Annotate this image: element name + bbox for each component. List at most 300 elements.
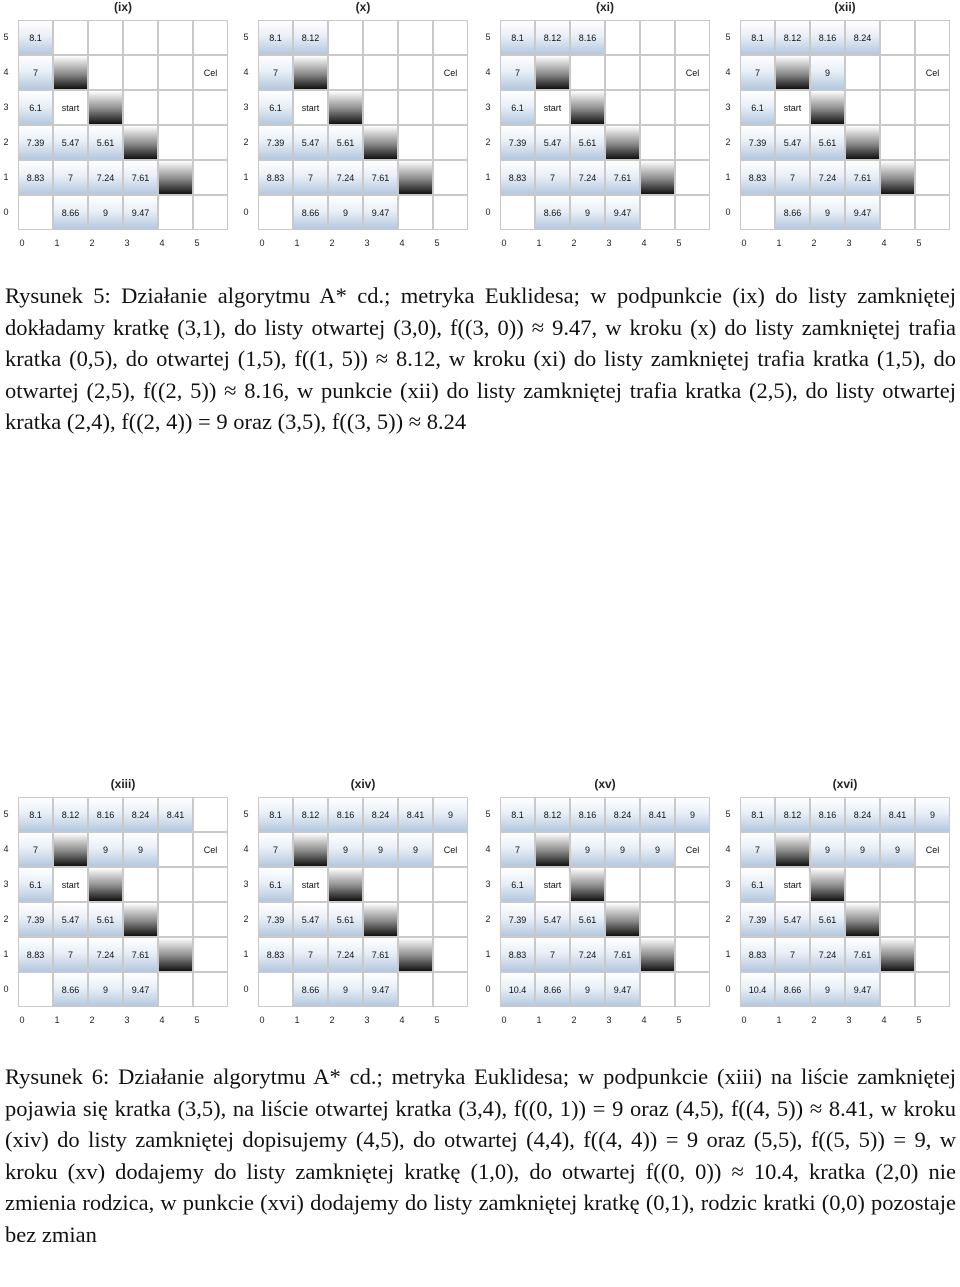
grid-cell	[328, 55, 363, 90]
grid-cell	[570, 55, 605, 90]
obstacle-cell	[293, 832, 328, 867]
grid-cell: 8.83	[18, 937, 53, 972]
figure5-panel-ix	[0, 0, 240, 250]
grid-cell: 5.61	[810, 125, 845, 160]
grid-cell: 9.47	[845, 972, 880, 1007]
x-axis-label: 5	[676, 238, 682, 248]
y-axis-label: 0	[243, 983, 249, 994]
grid-cell: 8.66	[535, 195, 570, 230]
grid-cell	[640, 867, 675, 902]
grid-cell: start	[53, 867, 88, 902]
grid-cell	[433, 90, 468, 125]
grid-cell	[123, 55, 158, 90]
grid-cell: Cel	[675, 55, 710, 90]
y-axis-label: 3	[485, 101, 491, 112]
grid-cell: 8.1	[500, 797, 535, 832]
grid-cell: 7	[775, 937, 810, 972]
x-axis-label: 2	[811, 1015, 817, 1025]
obstacle-cell	[880, 937, 915, 972]
y-axis-label: 5	[243, 31, 249, 42]
grid-cell	[123, 867, 158, 902]
y-axis-label: 4	[243, 843, 249, 854]
grid-cell	[915, 90, 950, 125]
obstacle-cell	[88, 90, 123, 125]
grid-cell: 9	[398, 832, 433, 867]
panel-title: (xii)	[834, 0, 856, 14]
x-axis-label: 5	[916, 1015, 922, 1025]
obstacle-cell	[328, 90, 363, 125]
grid-cell: 5.61	[88, 902, 123, 937]
grid-cell: 7.24	[328, 937, 363, 972]
grid-cell: 7.39	[500, 902, 535, 937]
grid-cell: start	[775, 867, 810, 902]
x-axis-label: 4	[881, 238, 887, 248]
grid-cell: 8.83	[18, 160, 53, 195]
y-axis-label: 5	[725, 808, 731, 819]
grid-cell	[675, 195, 710, 230]
x-axis-label: 2	[89, 1015, 95, 1025]
grid-cell: 9	[328, 972, 363, 1007]
grid-cell	[193, 90, 228, 125]
x-axis-label: 3	[606, 238, 612, 248]
grid-cell: 7	[18, 832, 53, 867]
x-axis-label: 5	[434, 238, 440, 248]
x-axis-label: 0	[501, 1015, 507, 1025]
grid-cell	[675, 125, 710, 160]
grid-cell	[158, 90, 193, 125]
obstacle-cell	[810, 867, 845, 902]
grid-cell	[433, 160, 468, 195]
grid-cell: 5.61	[570, 902, 605, 937]
grid-cell: 8.12	[53, 797, 88, 832]
grid-cell: 5.61	[810, 902, 845, 937]
y-axis-label: 4	[725, 66, 731, 77]
x-axis-label: 0	[19, 238, 25, 248]
grid-cell	[193, 797, 228, 832]
grid-cell: start	[535, 867, 570, 902]
grid-cell: 8.83	[500, 160, 535, 195]
grid-cell: start	[775, 90, 810, 125]
grid-cell: 8.1	[740, 797, 775, 832]
x-axis-label: 4	[881, 1015, 887, 1025]
x-axis-label: 4	[159, 1015, 165, 1025]
grid-cell	[880, 125, 915, 160]
grid-cell	[640, 20, 675, 55]
x-axis-label: 4	[399, 238, 405, 248]
grid-cell: 8.24	[845, 20, 880, 55]
y-axis-label: 4	[725, 843, 731, 854]
grid-cell	[158, 902, 193, 937]
grid-cell: 7	[500, 832, 535, 867]
grid-cell: 8.66	[53, 972, 88, 1007]
x-axis-label: 3	[846, 238, 852, 248]
y-axis-label: 2	[485, 913, 491, 924]
obstacle-cell	[535, 832, 570, 867]
x-axis-label: 2	[329, 238, 335, 248]
grid-cell: 8.12	[775, 20, 810, 55]
grid-cell	[640, 902, 675, 937]
grid-cell	[915, 972, 950, 1007]
x-axis-label: 2	[571, 238, 577, 248]
x-axis-label: 5	[676, 1015, 682, 1025]
obstacle-cell	[845, 902, 880, 937]
grid-cell: 9	[123, 832, 158, 867]
grid-cell	[880, 867, 915, 902]
grid-cell	[18, 972, 53, 1007]
grid-cell: 9.47	[845, 195, 880, 230]
grid-cell	[363, 90, 398, 125]
grid-cell: 7.24	[88, 160, 123, 195]
obstacle-cell	[328, 867, 363, 902]
grid-cell: 9	[915, 797, 950, 832]
y-axis-label: 1	[243, 948, 249, 959]
grid-cell	[258, 195, 293, 230]
y-axis-label: 5	[485, 808, 491, 819]
grid-cell: 6.1	[500, 90, 535, 125]
grid-cell: 8.1	[500, 20, 535, 55]
y-axis-label: 5	[3, 31, 9, 42]
x-axis-label: 0	[501, 238, 507, 248]
grid-cell: 7	[740, 55, 775, 90]
grid-cell: Cel	[193, 832, 228, 867]
grid-cell: 7.24	[88, 937, 123, 972]
grid-cell	[158, 867, 193, 902]
grid-cell	[193, 125, 228, 160]
grid-cell: 7	[535, 160, 570, 195]
grid-cell: 9	[810, 55, 845, 90]
x-axis-label: 4	[159, 238, 165, 248]
grid-cell: 5.47	[535, 125, 570, 160]
obstacle-cell	[775, 55, 810, 90]
grid-cell	[433, 902, 468, 937]
grid-cell: 5.61	[570, 125, 605, 160]
obstacle-cell	[398, 160, 433, 195]
grid-cell: 9.47	[605, 972, 640, 1007]
grid-cell: 7.61	[123, 937, 158, 972]
x-axis-label: 3	[846, 1015, 852, 1025]
x-axis-label: 0	[19, 1015, 25, 1025]
grid-cell: 8.24	[363, 797, 398, 832]
x-axis-label: 5	[434, 1015, 440, 1025]
grid-cell: 5.61	[328, 125, 363, 160]
grid-cell: 5.47	[53, 902, 88, 937]
y-axis-label: 2	[243, 913, 249, 924]
y-axis-label: 0	[725, 983, 731, 994]
y-axis-label: 4	[3, 843, 9, 854]
x-axis-label: 2	[811, 238, 817, 248]
x-axis-label: 3	[364, 1015, 370, 1025]
figure5-caption	[5, 280, 956, 438]
grid-cell: 9	[570, 972, 605, 1007]
grid-cell: Cel	[193, 55, 228, 90]
obstacle-cell	[640, 160, 675, 195]
panel-title: (xiv)	[350, 777, 376, 791]
grid-cell: 6.1	[18, 867, 53, 902]
grid-cell	[675, 972, 710, 1007]
y-axis-label: 3	[3, 101, 9, 112]
obstacle-cell	[158, 937, 193, 972]
x-axis-label: 0	[259, 1015, 265, 1025]
obstacle-cell	[605, 125, 640, 160]
x-axis-label: 0	[741, 238, 747, 248]
grid-cell: 10.4	[740, 972, 775, 1007]
grid-cell: 7.24	[810, 937, 845, 972]
x-axis-label: 3	[124, 1015, 130, 1025]
grid-cell: 7	[535, 937, 570, 972]
grid-cell	[158, 832, 193, 867]
grid-cell: 7	[18, 55, 53, 90]
grid-cell: 7.39	[18, 125, 53, 160]
grid-cell	[398, 867, 433, 902]
grid-cell: 8.24	[845, 797, 880, 832]
obstacle-cell	[53, 55, 88, 90]
y-axis-label: 4	[3, 66, 9, 77]
x-axis-label: 0	[259, 238, 265, 248]
grid-cell: 8.12	[293, 20, 328, 55]
grid-cell	[880, 90, 915, 125]
grid-cell: 8.16	[810, 797, 845, 832]
grid-cell	[640, 195, 675, 230]
y-axis-label: 4	[485, 843, 491, 854]
x-axis-label: 4	[641, 1015, 647, 1025]
figure6-panel-xiii	[0, 777, 240, 1032]
grid-cell	[605, 867, 640, 902]
y-axis-label: 3	[725, 101, 731, 112]
grid-cell: 8.66	[293, 195, 328, 230]
grid-cell	[398, 125, 433, 160]
grid-cell	[398, 90, 433, 125]
grid-cell: 6.1	[740, 867, 775, 902]
grid-cell	[740, 195, 775, 230]
obstacle-cell	[845, 125, 880, 160]
grid-cell: 5.47	[775, 125, 810, 160]
grid-cell	[363, 867, 398, 902]
grid-cell: 7.61	[605, 937, 640, 972]
obstacle-cell	[605, 902, 640, 937]
grid-cell: 9.47	[605, 195, 640, 230]
grid-cell	[433, 125, 468, 160]
grid-cell	[158, 972, 193, 1007]
y-axis-label: 0	[243, 206, 249, 217]
grid-cell	[363, 20, 398, 55]
grid-cell	[53, 20, 88, 55]
grid-cell: 8.12	[775, 797, 810, 832]
obstacle-cell	[570, 867, 605, 902]
grid-cell	[363, 55, 398, 90]
obstacle-cell	[640, 937, 675, 972]
grid-cell: 9	[810, 972, 845, 1007]
grid-cell	[158, 195, 193, 230]
obstacle-cell	[570, 90, 605, 125]
grid-cell: 7.61	[845, 937, 880, 972]
x-axis-label: 1	[54, 238, 60, 248]
grid-cell: 8.24	[123, 797, 158, 832]
grid-cell: 8.12	[535, 20, 570, 55]
y-axis-label: 0	[485, 206, 491, 217]
x-axis-label: 2	[329, 1015, 335, 1025]
grid-cell	[398, 20, 433, 55]
grid-cell: 7	[53, 160, 88, 195]
grid-cell: 7.24	[570, 160, 605, 195]
grid-cell	[193, 20, 228, 55]
figure6-panel-xiv	[240, 777, 480, 1032]
y-axis-label: 0	[485, 983, 491, 994]
grid-cell: 7	[293, 160, 328, 195]
grid-cell: 6.1	[500, 867, 535, 902]
grid-cell	[675, 902, 710, 937]
grid-cell: Cel	[915, 55, 950, 90]
grid-cell: 7.39	[18, 902, 53, 937]
x-axis-label: 1	[294, 1015, 300, 1025]
grid-cell	[845, 55, 880, 90]
grid-cell: 7.39	[740, 902, 775, 937]
x-axis-label: 3	[606, 1015, 612, 1025]
x-axis-label: 0	[741, 1015, 747, 1025]
y-axis-label: 5	[243, 808, 249, 819]
x-axis-label: 1	[776, 238, 782, 248]
x-axis-label: 3	[124, 238, 130, 248]
grid-cell: 9	[675, 797, 710, 832]
obstacle-cell	[363, 902, 398, 937]
grid-cell	[915, 902, 950, 937]
grid-cell: 9	[363, 832, 398, 867]
y-axis-label: 2	[243, 136, 249, 147]
y-axis-label: 2	[3, 913, 9, 924]
grid-cell	[193, 972, 228, 1007]
grid-cell	[158, 20, 193, 55]
grid-cell: 8.12	[293, 797, 328, 832]
grid-cell: 7.39	[258, 125, 293, 160]
grid-cell: 5.47	[535, 902, 570, 937]
x-axis-label: 1	[536, 1015, 542, 1025]
grid-cell	[193, 902, 228, 937]
y-axis-label: 2	[725, 136, 731, 147]
grid-cell: 8.1	[18, 20, 53, 55]
grid-cell: 8.66	[775, 972, 810, 1007]
y-axis-label: 3	[725, 878, 731, 889]
grid-cell: 9	[570, 195, 605, 230]
grid-cell: Cel	[915, 832, 950, 867]
grid-cell: 7	[258, 55, 293, 90]
grid-cell: 7.61	[363, 160, 398, 195]
grid-cell: 7.61	[363, 937, 398, 972]
grid-cell: 8.83	[740, 160, 775, 195]
grid-cell: 6.1	[18, 90, 53, 125]
grid-cell	[193, 195, 228, 230]
y-axis-label: 3	[3, 878, 9, 889]
grid-cell	[640, 972, 675, 1007]
grid-cell: 9	[605, 832, 640, 867]
grid-cell: 9	[433, 797, 468, 832]
grid-cell: start	[53, 90, 88, 125]
grid-cell: 8.41	[880, 797, 915, 832]
y-axis-label: 0	[725, 206, 731, 217]
grid-cell	[328, 20, 363, 55]
grid-cell: 8.1	[740, 20, 775, 55]
figure5-panel-x	[240, 0, 480, 250]
grid-cell	[500, 195, 535, 230]
panel-title: (xv)	[594, 777, 616, 791]
grid-cell: 7	[740, 832, 775, 867]
obstacle-cell	[293, 55, 328, 90]
grid-cell	[915, 160, 950, 195]
grid-cell: 7.61	[123, 160, 158, 195]
grid-cell: 7.39	[740, 125, 775, 160]
grid-cell	[675, 937, 710, 972]
y-axis-label: 3	[243, 101, 249, 112]
x-axis-label: 2	[571, 1015, 577, 1025]
grid-cell	[398, 902, 433, 937]
grid-cell: 9	[88, 195, 123, 230]
grid-cell: 8.12	[535, 797, 570, 832]
grid-cell: 8.1	[18, 797, 53, 832]
y-axis-label: 2	[485, 136, 491, 147]
grid-cell	[915, 867, 950, 902]
y-axis-label: 1	[725, 948, 731, 959]
x-axis-label: 1	[294, 238, 300, 248]
x-axis-label: 5	[916, 238, 922, 248]
grid-cell	[640, 125, 675, 160]
grid-cell: 8.66	[775, 195, 810, 230]
grid-cell	[433, 20, 468, 55]
x-axis-label: 5	[194, 238, 200, 248]
grid-cell: 9	[328, 195, 363, 230]
x-axis-label: 5	[194, 1015, 200, 1025]
grid-cell	[880, 902, 915, 937]
panel-title: (x)	[355, 0, 371, 14]
figure6-caption-text: Rysunek 6: Działanie algorytmu A* cd.; metryka Euklidesa; w podpunkcie (xiii) na liście zamkniętej pojawia się kratka (3,5), na liście otwartej kratka (3,4), f((0, 1)) = 9 oraz (4,5), f((4, 5)) ≈ 8.41, w kroku (xiv) do listy zamkniętej dopisujemy (4,5), do otwartej (4,4), f((4, 4)) = 9 oraz (5,5), f((5, 5)) = 9, w kroku (xv) dodajemy do listy zamkniętej kratkę (1,0), do otwartej f((0, 0)) ≈ 10.4, kratka (2,0) nie zmienia rodzica, w punkcie (xvi) dodajemy do listy zamkniętej kratkę (0,1), rodzic kratki (0,0) pozostaje bez zmian	[5, 1064, 956, 1247]
panel-title: (ix)	[114, 0, 132, 14]
x-axis-label: 1	[776, 1015, 782, 1025]
obstacle-cell	[363, 125, 398, 160]
grid-cell: 7	[500, 55, 535, 90]
grid-cell: 6.1	[258, 90, 293, 125]
grid-cell: 9.47	[123, 972, 158, 1007]
grid-cell	[605, 55, 640, 90]
grid-cell: 7	[53, 937, 88, 972]
grid-cell	[123, 90, 158, 125]
grid-cell: 8.1	[258, 20, 293, 55]
grid-cell	[880, 20, 915, 55]
grid-cell	[433, 972, 468, 1007]
grid-cell	[640, 55, 675, 90]
grid-cell: 8.16	[570, 20, 605, 55]
grid-cell	[880, 55, 915, 90]
x-axis-label: 2	[89, 238, 95, 248]
y-axis-label: 4	[485, 66, 491, 77]
grid-cell: 8.1	[258, 797, 293, 832]
grid-cell: 8.83	[258, 160, 293, 195]
grid-cell: 5.61	[88, 125, 123, 160]
grid-cell: 5.61	[328, 902, 363, 937]
grid-cell: 5.47	[53, 125, 88, 160]
grid-cell: 7.24	[328, 160, 363, 195]
grid-cell: 8.83	[740, 937, 775, 972]
panel-title: (xiii)	[110, 777, 136, 791]
obstacle-cell	[398, 937, 433, 972]
grid-cell: 7	[293, 937, 328, 972]
y-axis-label: 1	[3, 948, 9, 959]
figure6-panel-xv	[482, 777, 722, 1032]
grid-cell	[845, 90, 880, 125]
grid-cell	[640, 90, 675, 125]
y-axis-label: 4	[243, 66, 249, 77]
obstacle-cell	[53, 832, 88, 867]
grid-cell: 8.41	[158, 797, 193, 832]
grid-cell: 7.39	[258, 902, 293, 937]
y-axis-label: 3	[485, 878, 491, 889]
y-axis-label: 1	[485, 948, 491, 959]
